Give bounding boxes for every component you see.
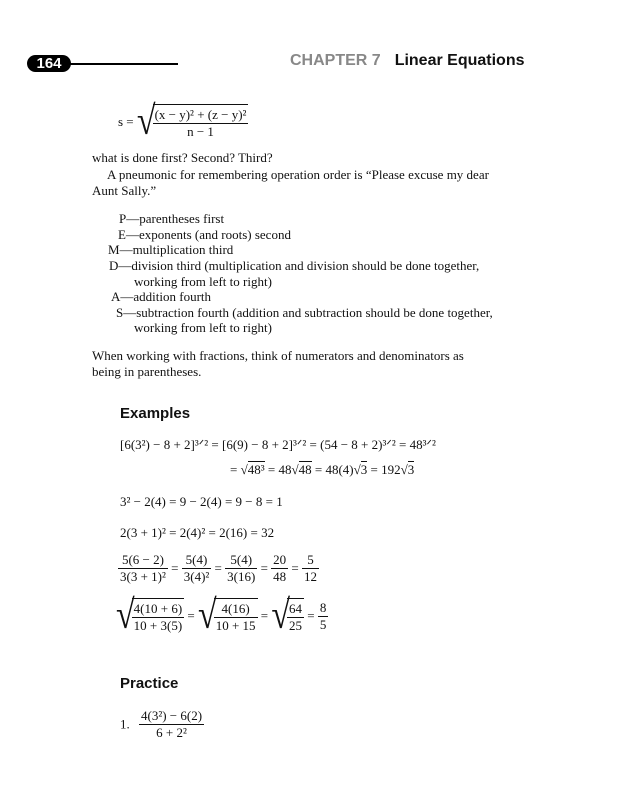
ex5-fraction: $\frac{8}{5}$ bbox=[319, 599, 327, 632]
ex4-fraction-3: $\frac{5(4)}{3(16)}$ bbox=[227, 552, 256, 584]
practice-1 bbox=[120, 708, 204, 741]
fractions-note-line1: When working with fractions, think of numerators and denominators as bbox=[92, 348, 464, 363]
ex4-fraction-4: $\frac{20}{48}$ bbox=[273, 552, 287, 584]
formula-s-lhs: s = bbox=[118, 114, 134, 129]
example-3: 2(3 + 1)² = 2(4)² = 2(16) = 32 bbox=[120, 525, 275, 540]
ex5-radical-2: √ $\frac{4(16)}{10 + 15}$ bbox=[198, 593, 256, 638]
intro-question: what is done first? Second? Third? bbox=[92, 150, 273, 165]
ex4-fraction-2: $\frac{5(4)}{\text{3(4)²}}$ bbox=[183, 552, 210, 584]
chapter-title: Linear Equations bbox=[394, 52, 525, 69]
formula-s bbox=[118, 99, 248, 144]
practice-1-label: 1. bbox=[120, 716, 130, 732]
order-item-m: M—multiplication third bbox=[108, 242, 234, 257]
formula-s-numerator: (x − y)² + (z − y)² bbox=[154, 107, 247, 122]
page-number: 164 bbox=[27, 55, 71, 72]
fractions-note-line2: being in parentheses. bbox=[92, 364, 202, 379]
example-1-line1: [6(3²) − 8 + 2]³ᐟ² = [6(9) − 8 + 2]³ᐟ² = (54 − 8 + 2)³ᐟ² = 48³ᐟ² bbox=[120, 437, 436, 452]
example-5: √ $\frac{4(10 + 6)}{10 + 3(5)}$ = √ $\frac{4(16)}{10 + 15}$ = √ $\frac{64}{25}$ = $\frac{8}{5}$ bbox=[116, 593, 327, 638]
ex5-radical-3: √ $\frac{64}{25}$ bbox=[271, 593, 303, 638]
example-1-line2: = √48³ = 48√48 = 48(4)√3 = 192√3 bbox=[230, 462, 415, 477]
order-item-e: E—exponents (and roots) second bbox=[118, 227, 291, 242]
order-item-p: P—parentheses first bbox=[119, 211, 225, 226]
radical-sign-icon: √ bbox=[136, 99, 156, 144]
order-item-a: A—addition fourth bbox=[111, 289, 212, 304]
header-rule bbox=[70, 63, 178, 65]
order-item-d: D—division third (multiplication and division should be done together, bbox=[109, 258, 480, 273]
formula-s-radical bbox=[136, 99, 249, 144]
practice-1-fraction: $\frac{\text{4(3²) − 6(2)}}{\text{6 + 2²}}$ bbox=[141, 708, 203, 740]
chapter-number: CHAPTER 7 bbox=[290, 52, 381, 69]
example-4: $\frac{5(6 - 2)}{\text{3(3 + 1)²}}$ = $\frac{5(4)}{\text{3(4)²}}$ = $\frac{5(4)}{3(16)}$ = $\frac{20}{48}$ = $\frac{5}{12}$ bbox=[120, 552, 317, 584]
mnemonic-line2: Aunt Sally.” bbox=[92, 183, 157, 198]
example-2: 3² − 2(4) = 9 − 2(4) = 9 − 8 = 1 bbox=[120, 494, 283, 509]
order-item-d-cont: working from left to right) bbox=[134, 274, 272, 289]
formula-s-fraction bbox=[153, 107, 249, 140]
order-item-s-cont: working from left to right) bbox=[134, 320, 272, 335]
ex4-fraction-1: $\frac{5(6 - 2)}{\text{3(3 + 1)²}}$ bbox=[120, 552, 166, 584]
formula-s-denominator: n − 1 bbox=[187, 124, 214, 139]
practice-heading: Practice bbox=[120, 675, 179, 692]
mnemonic-line1: A pneumonic for remembering operation order is “Please excuse my dear bbox=[107, 167, 489, 182]
chapter-heading bbox=[290, 52, 524, 70]
ex4-fraction-5: $\frac{5}{12}$ bbox=[304, 552, 317, 584]
ex5-radical-1: √ $\frac{4(10 + 6)}{10 + 3(5)}$ bbox=[116, 593, 183, 638]
examples-heading: Examples bbox=[120, 405, 191, 422]
order-item-s: S—subtraction fourth (addition and subtraction should be done together, bbox=[116, 305, 493, 320]
